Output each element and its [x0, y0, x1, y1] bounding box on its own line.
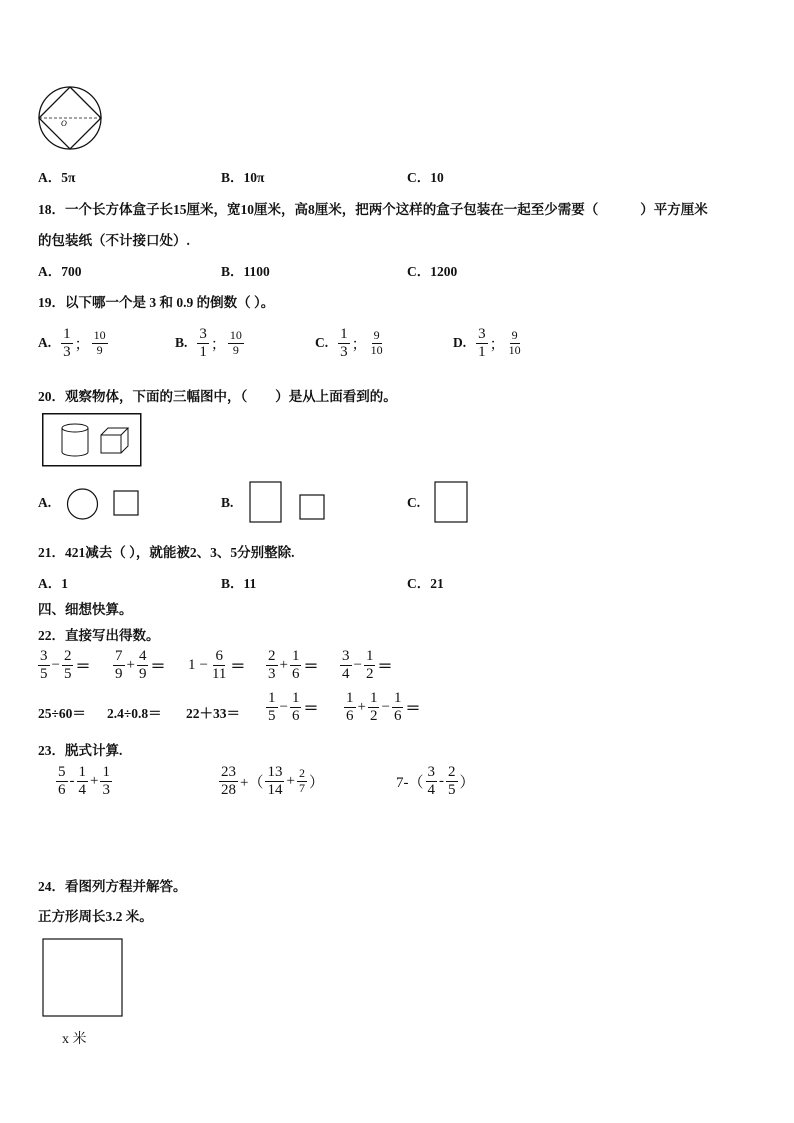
- operator: +: [286, 772, 295, 789]
- fraction: $\frac{1}{3}$: [63, 326, 71, 360]
- objects-figure: [42, 413, 142, 467]
- q21-option-a: A．1: [38, 576, 68, 591]
- q18-option-b: B．1100: [221, 264, 270, 279]
- q22-expr-3: [186, 648, 247, 682]
- q21-question: 21．421减去（ ），就能被2、3、5分别整除.: [38, 545, 295, 560]
- fraction: $\frac{1}{6}$: [346, 690, 354, 724]
- equals-sign: ＝: [230, 658, 246, 675]
- q22-plain-2: 2.4÷0.8＝: [107, 706, 162, 721]
- operator: +: [90, 772, 99, 789]
- number: 1: [188, 656, 196, 673]
- operator: -: [69, 772, 75, 789]
- q19-option-b: [175, 326, 244, 360]
- q17-option-c: C．10: [407, 170, 444, 185]
- q19-option-a: [38, 326, 108, 360]
- fraction: $\frac{2}{3}$: [268, 648, 276, 682]
- q17-option-a: A．5π: [38, 170, 76, 185]
- option-label: C.: [315, 335, 329, 350]
- fraction: $\frac{5}{6}$: [58, 764, 66, 798]
- paren: ）: [308, 774, 324, 791]
- fraction: $\frac{1}{3}$: [340, 326, 348, 360]
- operator: −: [199, 656, 208, 673]
- q20-option-a-label: A.: [38, 495, 52, 510]
- equals-sign: ＝: [150, 658, 166, 675]
- square-figure: [42, 938, 124, 1018]
- equals-sign: ＝: [405, 700, 421, 717]
- fraction: $\frac{1}{2}$: [365, 648, 374, 682]
- equals-sign: ＝: [75, 658, 91, 675]
- cube-shape: [101, 428, 128, 453]
- q20-option-c-label: C.: [407, 495, 421, 510]
- q17-option-b: B．10π: [221, 170, 265, 185]
- q23-expr-2: [219, 764, 326, 798]
- separator: ；: [210, 336, 226, 353]
- q18-question-line2: 的包装纸（不计接口处）.: [38, 233, 190, 248]
- q22-plain-3: 22＋33＝: [186, 706, 240, 721]
- q20-option-b-label: B.: [221, 495, 234, 510]
- objects-frame: [43, 414, 141, 466]
- fraction: $\frac{6}{11}$: [211, 648, 227, 682]
- fraction: $\frac{1}{6}$: [291, 690, 300, 724]
- q18-question-line1: 18．一个长方体盒子长15厘米，宽10厘米，高8厘米，把两个这样的盒子包装在一起至少需要（ ）平方厘米: [38, 202, 708, 217]
- paren: ）: [459, 774, 475, 791]
- q21-option-b: B．11: [221, 576, 257, 591]
- q24-subtext: 正方形周长3.2 米。: [38, 909, 153, 924]
- fraction: $\frac{7}{9}$: [115, 648, 123, 682]
- fraction: $\frac{1}{6}$: [291, 648, 300, 682]
- fraction: $\frac{9}{10}$: [508, 328, 521, 357]
- fraction: $\frac{3}{1}$: [478, 326, 486, 360]
- q22-expr-6: [266, 690, 320, 724]
- operator: 7-（: [396, 774, 424, 791]
- operator: −: [279, 698, 288, 715]
- q19-question: 19．以下哪一个是 3 和 0.9 的倒数（ ）。: [38, 295, 275, 310]
- fraction: $\frac{1}{3}$: [102, 764, 110, 798]
- option-label: B.: [175, 335, 188, 350]
- q23-expr-1: [56, 764, 112, 798]
- fraction: $\frac{2}{5}$: [448, 764, 456, 798]
- q22-expr-2: [113, 648, 167, 682]
- circle-square-figure: [36, 84, 104, 152]
- operator: +: [126, 656, 135, 673]
- fraction: $\frac{3}{5}$: [40, 648, 48, 682]
- fraction: $\frac{1}{5}$: [268, 690, 276, 724]
- equals-sign: ＝: [377, 658, 393, 675]
- operator: −: [51, 656, 60, 673]
- q20-option-c-figure: [434, 481, 470, 525]
- option-label: D.: [453, 335, 467, 350]
- fraction: $\frac{3}{4}$: [342, 648, 350, 682]
- fraction: $\frac{9}{10}$: [370, 328, 383, 357]
- fraction: $\frac{4}{9}$: [138, 648, 147, 682]
- q22-question: 22．直接写出得数。: [38, 628, 160, 643]
- option-label: A.: [38, 335, 52, 350]
- operator: −: [381, 698, 390, 715]
- q20-question: 20．观察物体，下面的三幅图中，（ ）是从上面看到的。: [38, 389, 397, 404]
- separator: ；: [489, 336, 505, 353]
- q18-option-a: A．700: [38, 264, 82, 279]
- q19-option-d: [453, 326, 523, 360]
- fraction: $\frac{2}{5}$: [63, 648, 72, 682]
- equals-sign: ＝: [303, 700, 319, 717]
- q21-option-c: C．21: [407, 576, 444, 591]
- equals-sign: ＝: [303, 658, 319, 675]
- q22-expr-7: [344, 690, 422, 724]
- q20-option-a-figure: [66, 487, 142, 521]
- fraction: $\frac{1}{6}$: [393, 690, 402, 724]
- operator: −: [353, 656, 362, 673]
- q19-option-c: [315, 326, 385, 360]
- fraction: $\frac{1}{2}$: [369, 690, 378, 724]
- fraction: $\frac{13}{14}$: [267, 764, 283, 798]
- q22-plain-1: 25÷60＝: [38, 706, 86, 721]
- square-side-label: x 米: [62, 1032, 87, 1047]
- q22-expr-1: [38, 648, 92, 682]
- fraction: $\frac{1}{4}$: [78, 764, 86, 798]
- fraction: $\frac{3}{4}$: [427, 764, 435, 798]
- operator: -: [439, 772, 444, 789]
- q24-question: 24．看图列方程并解答。: [38, 879, 187, 894]
- q20-option-b-figure: [249, 481, 329, 525]
- q22-expr-5: [340, 648, 394, 682]
- separator: ；: [74, 336, 90, 353]
- center-label: O: [61, 119, 67, 128]
- q18-option-c: C．1200: [407, 264, 458, 279]
- separator: ；: [351, 336, 367, 353]
- cylinder-shape: [62, 424, 88, 456]
- q22-expr-4: [266, 648, 320, 682]
- operator: +: [279, 656, 288, 673]
- operator: +（: [240, 774, 264, 791]
- fraction: $\frac{10}{9}$: [93, 328, 106, 357]
- fraction: $\frac{23}{28}$: [221, 764, 236, 798]
- section-four-heading: 四、细想快算。: [38, 602, 133, 617]
- fraction: $\frac{10}{9}$: [229, 328, 242, 357]
- operator: +: [357, 698, 366, 715]
- q23-question: 23．脱式计算.: [38, 743, 123, 758]
- q23-expr-3: [394, 764, 477, 798]
- fraction: $\frac{2}{7}$: [298, 766, 305, 795]
- fraction: $\frac{3}{1}$: [199, 326, 207, 360]
